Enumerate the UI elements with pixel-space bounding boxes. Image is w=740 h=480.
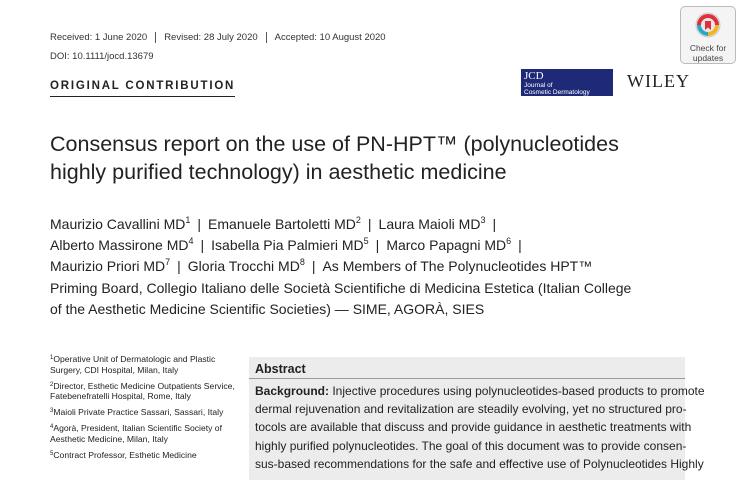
check-updates-label-1: Check for <box>689 43 727 53</box>
author-line-3 <box>50 256 730 277</box>
affiliation-item <box>50 354 245 376</box>
article-type: ORIGINAL CONTRIBUTION <box>50 80 235 97</box>
author-line-2 <box>50 235 730 256</box>
affiliation-item <box>50 450 245 461</box>
check-updates-label-2: updates <box>692 53 724 63</box>
author-separator: | <box>492 216 497 232</box>
author-group-line-3: of the Aesthetic Medicine Scientific Societies) — SIME, AGORÀ, SIES <box>50 300 485 317</box>
accepted-date: Accepted: 10 August 2020 <box>274 32 386 43</box>
author-name[interactable]: Isabella Pia Palmieri MD <box>211 237 364 254</box>
author-name[interactable]: Emanuele Bartoletti MD <box>208 216 356 232</box>
affil-number: 5 <box>50 450 54 457</box>
abstract-line-4: highly purified polynucleotides. The goal of this document was to provide consen- <box>255 438 687 453</box>
author-name[interactable]: Gloria Trocchi MD <box>187 258 300 275</box>
author-separator: | <box>311 258 316 275</box>
affil-ref[interactable]: 5 <box>363 236 369 247</box>
check-for-updates-button[interactable] <box>680 6 736 64</box>
background-label: Background: <box>255 384 330 398</box>
author-name[interactable]: Maurizio Priori MD <box>50 258 166 275</box>
abstract-box <box>249 357 705 480</box>
affil-ref[interactable]: 2 <box>355 215 361 225</box>
journal-logo[interactable] <box>521 69 613 96</box>
author-separator: | <box>367 216 372 232</box>
author-name[interactable]: Alberto Massirone MD <box>50 237 189 254</box>
affil-number: 2 <box>50 381 54 388</box>
affiliation-item <box>50 423 245 445</box>
author-separator: | <box>200 237 205 254</box>
author-separator: | <box>177 258 181 275</box>
article-dates <box>50 32 394 43</box>
abstract-line-2: dermal rejuvenation and revitalization are steadily evolving, yet no structured pro- <box>255 402 687 417</box>
abstract-line-3: tocols are available that discuss and provide guidance in aesthetic treatments with <box>255 420 692 435</box>
affil-ref[interactable]: 6 <box>506 236 512 247</box>
affil-text: Maioli Private Practice Sassari, Sassari, Italy <box>53 407 224 418</box>
title-line-1: Consensus report on the use of PN-HPT™ (polynucleotides <box>50 132 619 156</box>
affil-text: Operative Unit of Dermatologic and Plastic Surgery, CDI Hospital, Milan, Italy <box>50 354 216 375</box>
affil-number: 3 <box>50 408 54 415</box>
affil-text: Contract Professor, Esthetic Medicine <box>53 449 197 460</box>
abstract-line-5: sus-based recommendations for the safe and effective use of Polynucleotides Highly <box>255 456 704 471</box>
author-list <box>50 214 730 320</box>
abstract-line-1 <box>255 382 705 400</box>
article-title <box>50 130 700 186</box>
journal-name-line-1: Journal of <box>524 82 553 89</box>
affil-ref[interactable]: 7 <box>165 257 171 268</box>
affil-number: 4 <box>50 423 54 430</box>
abstract-body <box>249 379 705 473</box>
affil-ref[interactable]: 8 <box>299 257 305 268</box>
author-name[interactable]: Laura Maioli MD <box>378 216 481 232</box>
affil-ref[interactable]: 3 <box>480 215 486 225</box>
author-group-line-2: Priming Board, Collegio Italiano delle Società Scientifiche di Medicina Estetica (Italian College <box>50 279 632 296</box>
title-line-2: highly purified technology) in aesthetic medicine <box>50 160 507 184</box>
affil-text: Director, Esthetic Medicine Outpatients Service, Fatebenefratelli Hospital, Rome, Italy <box>50 380 235 402</box>
publisher-logo[interactable]: WILEY <box>627 71 690 91</box>
author-separator: | <box>518 237 522 254</box>
author-group: As Members of The Polynucleotides HPT™ <box>322 258 593 275</box>
affiliations <box>50 354 245 465</box>
affil-ref[interactable]: 4 <box>188 236 194 247</box>
abstract-heading: Abstract <box>249 357 685 379</box>
check-updates-icon <box>695 12 721 38</box>
affil-number: 1 <box>50 355 54 361</box>
journal-abbr: JCD <box>524 70 544 82</box>
author-name[interactable]: Marco Papagni MD <box>386 237 507 254</box>
author-separator: | <box>197 216 202 232</box>
doi[interactable]: DOI: 10.1111/jocd.13679 <box>50 51 154 62</box>
author-separator: | <box>375 237 380 254</box>
author-line-1 <box>50 214 730 235</box>
affil-text: Agorà, President, Italian Scientific Society of Aesthetic Medicine, Milan, Italy <box>50 422 222 444</box>
affiliation-item <box>50 381 245 403</box>
received-date: Received: 1 June 2020 <box>50 32 156 43</box>
affil-ref[interactable]: 1 <box>185 215 191 225</box>
journal-name-line-2: Cosmetic Dermatology <box>524 89 590 96</box>
abstract-text: Injective procedures using polynucleotides-based products to promote <box>329 384 705 398</box>
affiliation-item <box>50 407 245 418</box>
author-name[interactable]: Maurizio Cavallini MD <box>50 216 186 232</box>
revised-date: Revised: 28 July 2020 <box>156 32 266 43</box>
